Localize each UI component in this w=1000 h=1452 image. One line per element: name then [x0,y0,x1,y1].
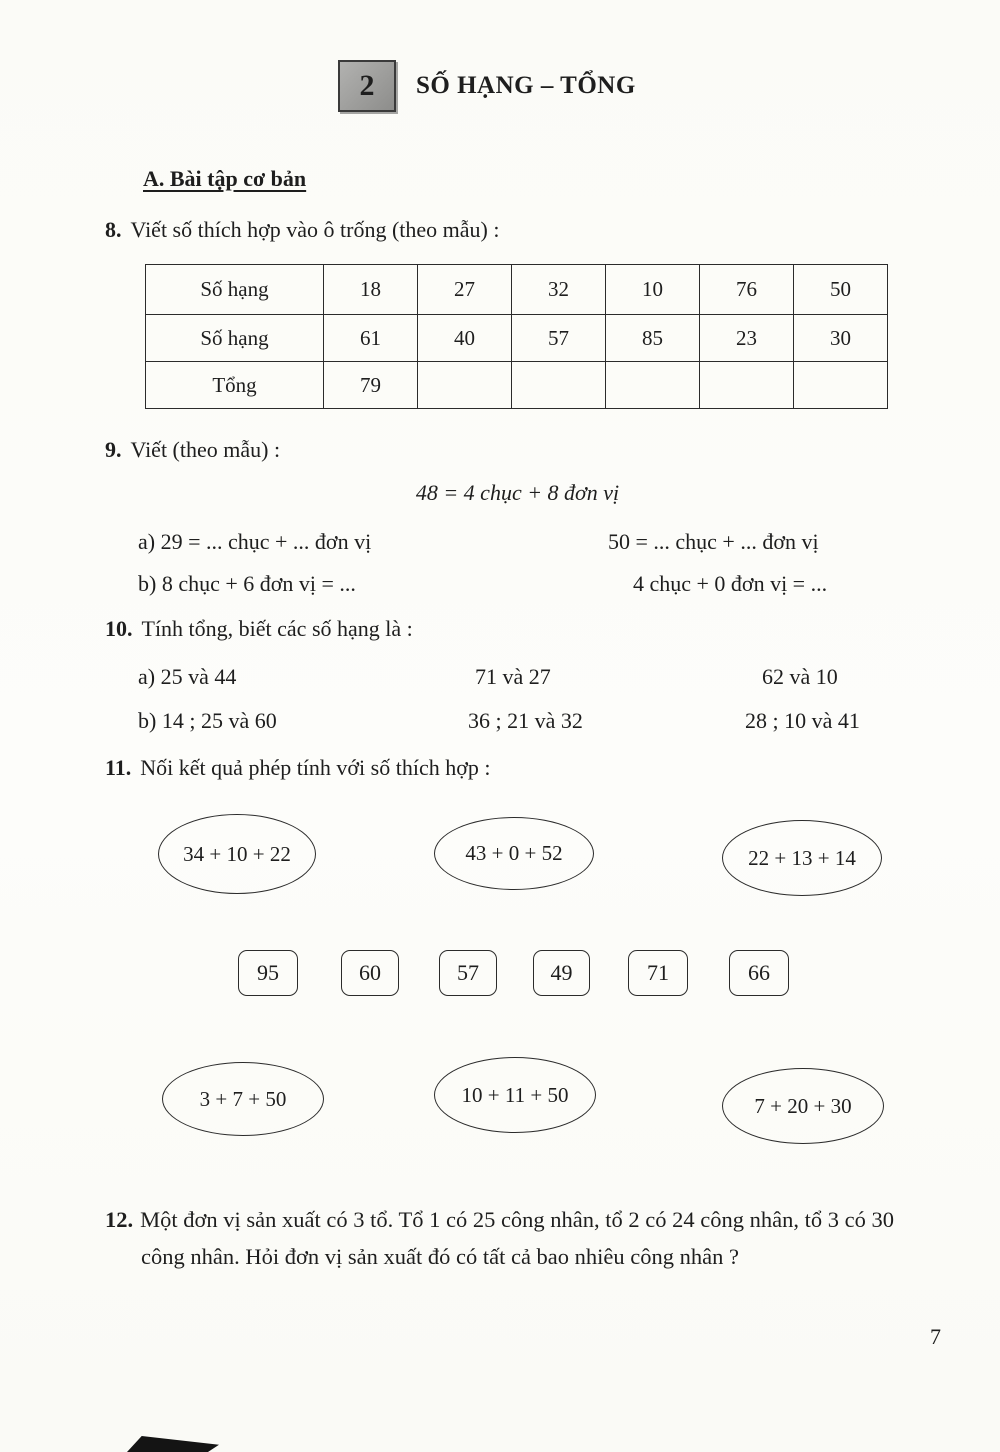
sum-cell-6 [794,362,888,409]
exercise-8-number: 8. [105,217,122,242]
exercise-9-prompt: Viết (theo mẫu) : [130,437,281,462]
exercise-9-example: 48 = 4 chục + 8 đơn vị [415,480,620,505]
exercise-9-item-a-right: 50 = ... chục + ... đơn vị [608,529,819,554]
addends-sum-table [145,264,888,409]
expression-oval-4: 3 + 7 + 50 [162,1062,324,1136]
scan-artifact-mark [127,1436,219,1452]
exercise-9-item-b-left: b) 8 chục + 6 đơn vị = ... [138,571,356,596]
row-label-addend-2: Số hạng [146,315,324,362]
sum-cell-3 [512,362,606,409]
exercise-12-paragraph [105,1201,911,1275]
addend2-cell-2: 40 [418,315,512,362]
expression-oval-6: 7 + 20 + 30 [722,1068,884,1144]
exercise-10-number: 10. [105,616,133,641]
expression-oval-3: 22 + 13 + 14 [722,820,882,896]
exercise-9-item-b-right: 4 chục + 0 đơn vị = ... [633,571,828,596]
table-row-addend-1 [146,265,888,315]
exercise-9-heading [105,437,280,463]
page-number: 7 [930,1324,941,1349]
exercise-10-a-item-1: a) 25 và 44 [138,664,237,689]
expression-oval-2: 43 + 0 + 52 [434,817,594,890]
result-box-60: 60 [341,950,399,996]
exercise-8-prompt: Viết số thích hợp vào ô trống (theo mẫu) : [130,217,500,242]
sum-cell-2 [418,362,512,409]
table-row-addend-2 [146,315,888,362]
addend1-cell-5: 76 [700,265,794,315]
addend1-cell-1: 18 [324,265,418,315]
exercise-10-prompt: Tính tổng, biết các số hạng là : [141,616,413,641]
result-box-57: 57 [439,950,497,996]
result-box-71: 71 [628,950,688,996]
addend2-cell-5: 23 [700,315,794,362]
table-row-sum [146,362,888,409]
result-box-66: 66 [729,950,789,996]
addend1-cell-4: 10 [606,265,700,315]
section-heading: A. Bài tập cơ bản [143,166,307,191]
exercise-9-number: 9. [105,437,122,462]
result-box-95: 95 [238,950,298,996]
exercise-10-heading [105,616,413,642]
row-label-sum: Tổng [146,362,324,409]
exercise-11-number: 11. [105,755,132,780]
exercise-11-prompt: Nối kết quả phép tính với số thích hợp : [140,755,491,780]
exercise-10-a-item-3: 62 và 10 [762,664,838,689]
sum-cell-1: 79 [324,362,418,409]
addend2-cell-4: 85 [606,315,700,362]
exercise-12-number: 12. [105,1207,134,1232]
addend1-cell-3: 32 [512,265,606,315]
exercise-10-b-item-1: b) 14 ; 25 và 60 [138,708,277,733]
result-box-49: 49 [533,950,590,996]
exercise-12-body: Một đơn vị sản xuất có 3 tổ. Tổ 1 có 25 công nhân, tổ 2 có 24 công nhân, tổ 3 có 30 công nhân. Hỏi đơn vị sản xuất đó có tất cả bao nhiêu công nhân ? [140,1207,894,1269]
chapter-number-badge [338,60,396,112]
addend1-cell-2: 27 [418,265,512,315]
addend2-cell-3: 57 [512,315,606,362]
addend1-cell-6: 50 [794,265,888,315]
addend2-cell-6: 30 [794,315,888,362]
exercise-8-heading [105,217,499,243]
sum-cell-5 [700,362,794,409]
chapter-number: 2 [359,69,375,102]
expression-oval-5: 10 + 11 + 50 [434,1057,596,1133]
sum-cell-4 [606,362,700,409]
exercise-11-heading [105,755,490,781]
row-label-addend-1: Số hạng [146,265,324,315]
exercise-10-b-item-2: 36 ; 21 và 32 [468,708,583,733]
expression-oval-1: 34 + 10 + 22 [158,814,316,894]
exercise-10-b-item-3: 28 ; 10 và 41 [745,708,860,733]
exercise-10-a-item-2: 71 và 27 [475,664,551,689]
addend2-cell-1: 61 [324,315,418,362]
chapter-title: SỐ HẠNG – TỔNG [416,72,636,99]
exercise-9-item-a-left: a) 29 = ... chục + ... đơn vị [138,529,372,554]
